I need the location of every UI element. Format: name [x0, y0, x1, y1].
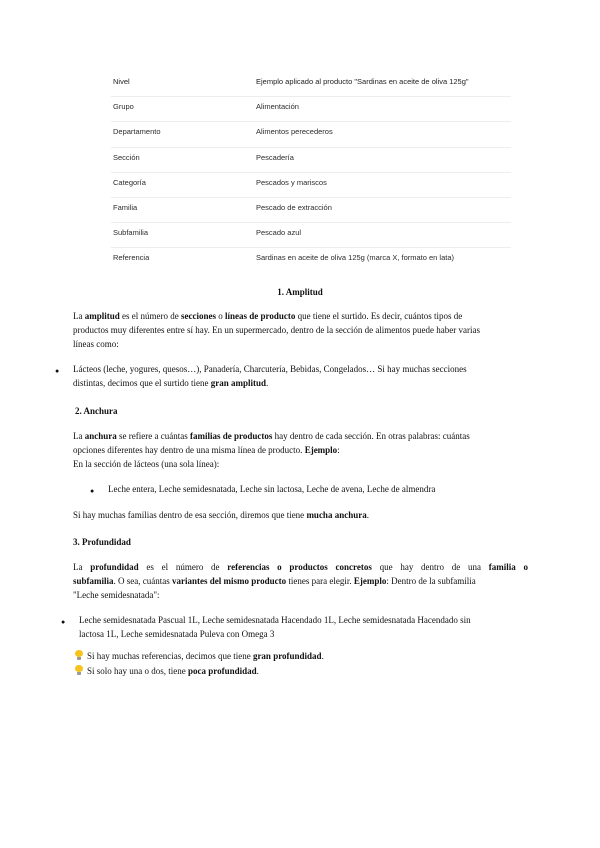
bold-term: gran amplitud [210, 378, 266, 388]
text: . [366, 510, 369, 520]
bold-term: mucha anchura [306, 510, 367, 520]
text: . O sea, cuántas [113, 576, 172, 586]
table-cell: Pescados y mariscos [256, 177, 327, 187]
table-cell: Alimentos perecederos [256, 127, 333, 137]
text: es el número de [119, 311, 181, 321]
paragraph-line [73, 444, 340, 457]
table-header-cell: Ejemplo aplicado al producto "Sardinas en aceite de oliva 125g" [256, 77, 469, 86]
text: La [73, 562, 91, 572]
text: Si hay muchas referencias, decimos que tiene [87, 651, 253, 661]
list-item-cont [73, 377, 268, 390]
table-cell: Pescadería [256, 152, 294, 162]
bullet-icon: ● [90, 487, 95, 495]
section-title [0, 286, 600, 299]
table-cell: Sección [113, 152, 140, 162]
text: La [73, 311, 85, 321]
table-cell: Departamento [113, 127, 161, 137]
anchura-title: 2. Anchura [75, 406, 118, 416]
bold-term: Ejemplo [353, 576, 387, 586]
bold-term: referencias o productos concretos [227, 562, 372, 572]
table-header-row [111, 72, 511, 96]
section-title [75, 405, 118, 418]
paragraph-line [73, 561, 528, 574]
bullet-icon: ● [55, 367, 60, 375]
table-cell: Pescado de extracción [256, 202, 332, 212]
levels-table [111, 72, 511, 273]
bold-term: amplitud [84, 311, 120, 321]
paragraph-line [73, 509, 369, 522]
amplitud-title: 1. Amplitud [277, 287, 323, 297]
text: tienes para elegir. [286, 576, 354, 586]
text: Si hay muchas familias dentro de esa sección, diremos que tiene [73, 510, 307, 520]
bold-term: anchura [84, 431, 117, 441]
table-cell: Familia [113, 202, 138, 212]
table-cell: Pescado azul [256, 228, 302, 238]
bold-term: poca profundidad [188, 666, 257, 676]
text: . [321, 651, 324, 661]
table-row [111, 147, 511, 172]
text: . [266, 378, 269, 388]
tip-line [75, 650, 324, 663]
text: se refiere a cuántas [116, 431, 190, 441]
lightbulb-icon [75, 650, 83, 660]
bold-term: líneas de producto [225, 311, 296, 321]
text: que hay dentro de una [371, 562, 489, 572]
bold-term: Ejemplo [304, 445, 338, 455]
text: . [256, 666, 259, 676]
text: es el número de [138, 562, 228, 572]
bold-term: profundidad [90, 562, 139, 572]
text: opciones diferentes hay dentro de una misma línea de producto. [73, 445, 305, 455]
table-cell: Subfamilia [113, 228, 149, 238]
paragraph-line [73, 430, 470, 443]
text: o [216, 311, 225, 321]
bold-term: secciones [181, 311, 216, 321]
paragraph-line [73, 310, 462, 323]
bold-term: gran profundidad [252, 651, 322, 661]
table-row [111, 247, 511, 272]
paragraph-line: "Leche semidesnatada": [73, 590, 160, 600]
profundidad-title: 3. Profundidad [73, 537, 131, 547]
text: hay dentro de cada sección. En otras palabras: cuántas [272, 431, 470, 441]
text: : [337, 445, 340, 455]
text: Si solo hay una o dos, tiene [87, 666, 188, 676]
paragraph-line: líneas como: [73, 339, 119, 349]
table-cell: Sardinas en aceite de oliva 125g (marca X, formato en lata) [256, 253, 455, 263]
list-item-cont: lactosa 1L, Leche semidesnatada Puleva con Omega 3 [79, 629, 275, 639]
table-row [111, 121, 511, 146]
table-cell: Alimentación [256, 102, 299, 112]
text: que tiene el surtido. Es decir, cuántos tipos de [295, 311, 463, 321]
section-title [73, 536, 131, 549]
table-cell: Categoría [113, 177, 146, 187]
table-cell: Grupo [113, 102, 134, 112]
table-row [111, 96, 511, 121]
list-item: Leche entera, Leche semidesnatada, Leche sin lactosa, Leche de avena, Leche de almendra [108, 484, 436, 494]
list-item: Lácteos (leche, yogures, quesos…), Panadería, Charcutería, Bebidas, Congelados… Si hay muchas secciones [73, 364, 467, 374]
text: distintas, decimos que el surtido tiene [73, 378, 211, 388]
lightbulb-icon [75, 665, 83, 675]
bold-term: familias de productos [189, 431, 273, 441]
list-item: Leche semidesnatada Pascual 1L, Leche semidesnatada Hacendado 1L, Leche semidesnatada Hacendado sin [79, 615, 471, 625]
bold-term: familia o [488, 562, 529, 572]
table-row [111, 222, 511, 247]
text: : Dentro de la subfamilia [386, 576, 476, 586]
table-row [111, 197, 511, 222]
tip-line [75, 665, 259, 678]
paragraph-line: En la sección de lácteos (una sola línea): [73, 459, 220, 469]
paragraph-line: productos muy diferentes entre sí hay. En un supermercado, dentro de la sección de alimentos puede haber varias [73, 325, 481, 335]
text: La [73, 431, 85, 441]
table-cell: Referencia [113, 253, 150, 263]
bold-term: subfamilia [73, 576, 114, 586]
table-row [111, 172, 511, 197]
bold-term: variantes del mismo producto [172, 576, 287, 586]
bullet-icon: ● [61, 618, 66, 626]
table-header-cell: Nivel [113, 77, 130, 86]
paragraph-line [73, 575, 476, 588]
